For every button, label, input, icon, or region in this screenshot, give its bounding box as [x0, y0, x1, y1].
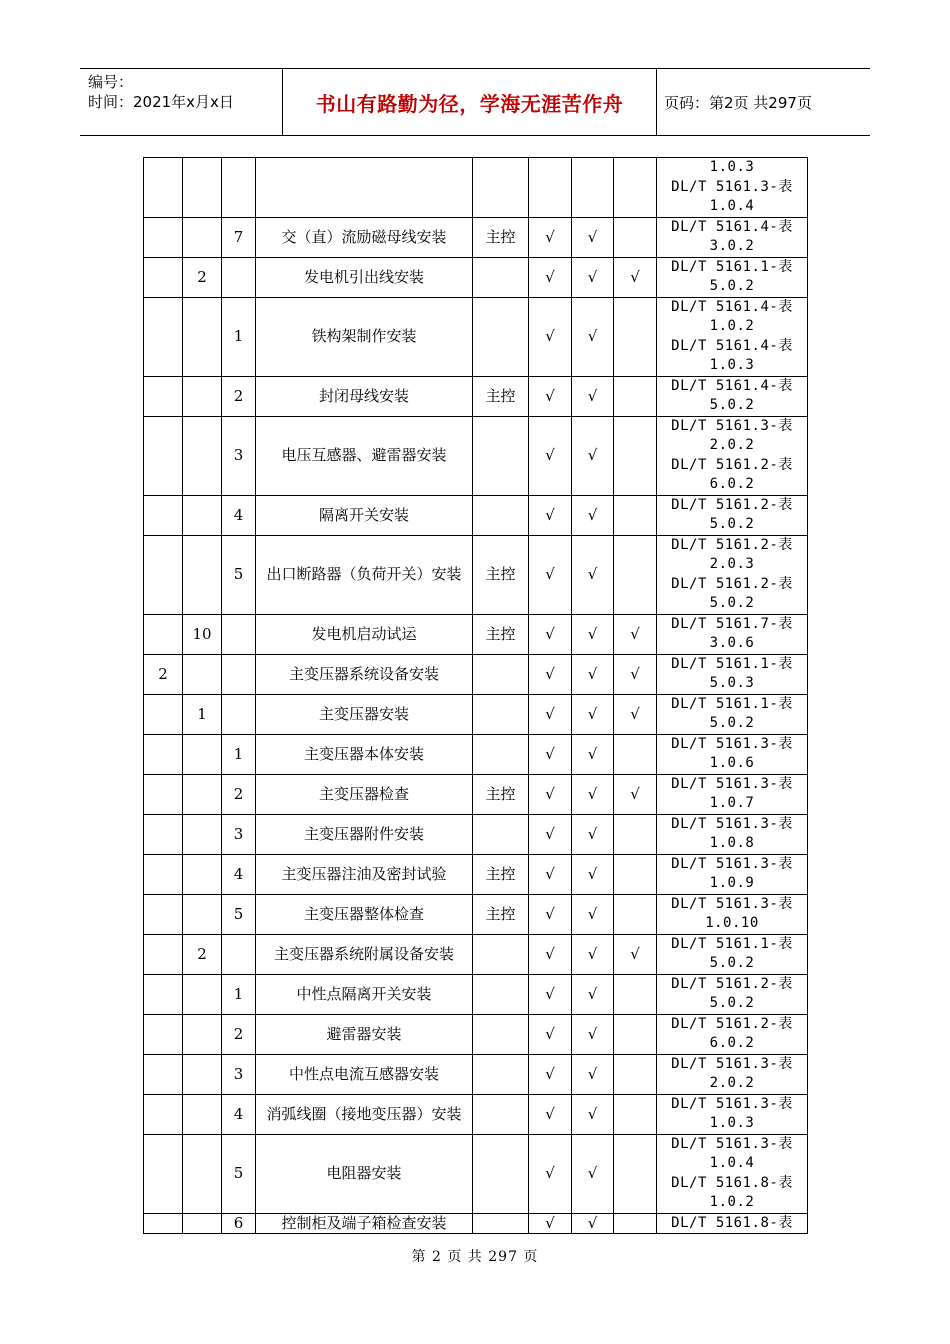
item-name: 隔离开关安装 [256, 495, 473, 535]
control-level [473, 974, 529, 1014]
check-level-2 [572, 158, 614, 218]
control-level [473, 158, 529, 218]
unit-project-number [144, 774, 183, 814]
check-level-2: √ [572, 934, 614, 974]
control-level [473, 1014, 529, 1054]
check-level-3 [614, 535, 657, 614]
sub-item-number: 7 [222, 217, 256, 257]
table-row [144, 734, 808, 774]
check-level-1: √ [529, 416, 572, 495]
check-level-1: √ [529, 654, 572, 694]
check-level-1: √ [529, 614, 572, 654]
control-level [473, 495, 529, 535]
standard-reference-line: DL/T 5161.4-表 [671, 218, 793, 235]
check-level-1: √ [529, 934, 572, 974]
standard-reference-line: DL/T 5161.3-表 [671, 895, 793, 912]
standard-reference-line: 3.0.2 [709, 238, 755, 254]
check-level-2: √ [572, 495, 614, 535]
check-level-1: √ [529, 894, 572, 934]
standard-reference-line: 5.0.2 [709, 995, 755, 1011]
standard-reference-line: 6.0.2 [709, 476, 755, 492]
item-name: 消弧线圈（接地变压器）安装 [256, 1094, 473, 1134]
item-name: 封闭母线安装 [256, 376, 473, 416]
subunit-project-number: 1 [183, 694, 222, 734]
standard-reference [657, 734, 808, 774]
table-row [144, 1134, 808, 1213]
subunit-project-number [183, 297, 222, 376]
standard-reference-line: 1.0.6 [709, 755, 755, 771]
standard-reference [657, 1054, 808, 1094]
control-level: 主控 [473, 376, 529, 416]
unit-project-number [144, 495, 183, 535]
check-level-3 [614, 1213, 657, 1234]
subunit-project-number [183, 1094, 222, 1134]
standard-reference-line: 5.0.2 [709, 516, 755, 532]
check-level-3: √ [614, 614, 657, 654]
sub-item-number: 1 [222, 734, 256, 774]
subunit-project-number [183, 376, 222, 416]
check-level-3 [614, 217, 657, 257]
standard-reference-line: DL/T 5161.3-表 [671, 1055, 793, 1072]
sub-item-number: 3 [222, 814, 256, 854]
check-level-2: √ [572, 694, 614, 734]
standard-reference-line: DL/T 5161.1-表 [671, 655, 793, 672]
item-name: 中性点电流互感器安装 [256, 1054, 473, 1094]
table-row [144, 774, 808, 814]
standard-reference [657, 376, 808, 416]
table-row [144, 495, 808, 535]
sub-item-number: 1 [222, 297, 256, 376]
unit-project-number [144, 894, 183, 934]
item-name: 主变压器注油及密封试验 [256, 854, 473, 894]
check-level-1: √ [529, 734, 572, 774]
check-level-2: √ [572, 894, 614, 934]
item-name: 发电机引出线安装 [256, 257, 473, 297]
control-level [473, 1134, 529, 1213]
check-level-1: √ [529, 535, 572, 614]
standard-reference [657, 1213, 808, 1234]
standard-reference-line: DL/T 5161.3-表 [671, 178, 793, 195]
sub-item-number: 3 [222, 416, 256, 495]
check-level-3 [614, 974, 657, 1014]
standard-reference-line: 1.0.4 [709, 1155, 755, 1171]
unit-project-number [144, 1134, 183, 1213]
check-level-2: √ [572, 217, 614, 257]
item-name: 出口断路器（负荷开关）安装 [256, 535, 473, 614]
control-level [473, 416, 529, 495]
standard-reference-line: 2.0.2 [709, 437, 755, 453]
standard-reference-line: 5.0.2 [709, 397, 755, 413]
check-level-1: √ [529, 774, 572, 814]
check-level-1: √ [529, 974, 572, 1014]
check-level-3 [614, 894, 657, 934]
standard-reference [657, 416, 808, 495]
item-name: 主变压器安装 [256, 694, 473, 734]
check-level-2: √ [572, 416, 614, 495]
standard-reference [657, 158, 808, 218]
sub-item-number: 2 [222, 376, 256, 416]
subunit-project-number [183, 535, 222, 614]
check-level-1: √ [529, 495, 572, 535]
control-level [473, 1213, 529, 1234]
page-footer: 第 2 页 共 297 页 [411, 1249, 539, 1265]
check-level-2: √ [572, 774, 614, 814]
unit-project-number [144, 1094, 183, 1134]
standard-reference-line: DL/T 5161.1-表 [671, 258, 793, 275]
standard-reference-line: 1.0.4 [709, 198, 755, 214]
header-page-info: 页码：第2页 共297页 [664, 93, 812, 112]
sub-item-number: 1 [222, 974, 256, 1014]
sub-item-number: 5 [222, 535, 256, 614]
standard-reference-line: 1.0.10 [705, 915, 759, 931]
check-level-2: √ [572, 654, 614, 694]
control-level [473, 654, 529, 694]
unit-project-number [144, 974, 183, 1014]
control-level: 主控 [473, 217, 529, 257]
standard-reference [657, 654, 808, 694]
standard-reference [657, 974, 808, 1014]
table-row [144, 257, 808, 297]
item-name: 避雷器安装 [256, 1014, 473, 1054]
sub-item-number [222, 654, 256, 694]
unit-project-number [144, 158, 183, 218]
check-level-3 [614, 416, 657, 495]
item-name: 主变压器系统设备安装 [256, 654, 473, 694]
sub-item-number: 4 [222, 495, 256, 535]
check-level-1: √ [529, 297, 572, 376]
check-level-2: √ [572, 974, 614, 1014]
standard-reference-line: 5.0.2 [709, 715, 755, 731]
check-level-1: √ [529, 257, 572, 297]
item-name: 发电机启动试运 [256, 614, 473, 654]
control-level [473, 694, 529, 734]
check-level-2: √ [572, 614, 614, 654]
check-level-2: √ [572, 535, 614, 614]
item-name: 主变压器附件安装 [256, 814, 473, 854]
table-row [144, 854, 808, 894]
standard-reference [657, 694, 808, 734]
header-left-block [88, 72, 234, 112]
control-level: 主控 [473, 614, 529, 654]
subunit-project-number [183, 854, 222, 894]
control-level: 主控 [473, 774, 529, 814]
item-name: 主变压器本体安装 [256, 734, 473, 774]
check-level-2: √ [572, 1014, 614, 1054]
check-level-3: √ [614, 654, 657, 694]
standard-reference-line: 5.0.2 [709, 278, 755, 294]
check-level-1: √ [529, 376, 572, 416]
unit-project-number [144, 1054, 183, 1094]
standard-reference [657, 297, 808, 376]
control-level [473, 257, 529, 297]
document-time-label: 时间：2021年x月x日 [88, 93, 234, 111]
standard-reference-line: DL/T 5161.3-表 [671, 735, 793, 752]
check-level-3: √ [614, 257, 657, 297]
check-level-2: √ [572, 1213, 614, 1234]
subunit-project-number [183, 158, 222, 218]
table-row [144, 1054, 808, 1094]
standard-reference-line: DL/T 5161.1-表 [671, 935, 793, 952]
sub-item-number [222, 694, 256, 734]
table-row [144, 894, 808, 934]
unit-project-number [144, 376, 183, 416]
standard-reference-line: 1.0.3 [709, 357, 755, 373]
table-row [144, 297, 808, 376]
standard-reference [657, 934, 808, 974]
standard-reference-line: DL/T 5161.2-表 [671, 575, 793, 592]
standard-reference-line: DL/T 5161.8-表 [671, 1174, 793, 1191]
check-level-3 [614, 158, 657, 218]
check-level-1: √ [529, 1054, 572, 1094]
subunit-project-number [183, 217, 222, 257]
standard-reference-line: DL/T 5161.4-表 [671, 337, 793, 354]
control-level [473, 734, 529, 774]
table-row [144, 614, 808, 654]
standard-reference [657, 814, 808, 854]
standard-reference-line: 1.0.2 [709, 1194, 755, 1210]
standard-reference-line: 5.0.2 [709, 955, 755, 971]
standard-reference [657, 894, 808, 934]
standard-reference-line: DL/T 5161.8-表 [671, 1214, 793, 1231]
check-level-1: √ [529, 217, 572, 257]
sub-item-number: 3 [222, 1054, 256, 1094]
table-row [144, 1213, 808, 1234]
table-row [144, 535, 808, 614]
standard-reference-line: 1.0.9 [709, 875, 755, 891]
table-row [144, 1014, 808, 1054]
table-row [144, 934, 808, 974]
check-level-1: √ [529, 814, 572, 854]
item-name: 主变压器整体检查 [256, 894, 473, 934]
standard-reference [657, 1134, 808, 1213]
control-level [473, 1054, 529, 1094]
check-level-2: √ [572, 376, 614, 416]
header-motto: 书山有路勤为径，学海无涯苦作舟 [315, 91, 624, 116]
check-level-2: √ [572, 1134, 614, 1213]
check-level-3: √ [614, 694, 657, 734]
standard-reference [657, 614, 808, 654]
item-name: 电压互感器、避雷器安装 [256, 416, 473, 495]
sub-item-number: 5 [222, 1134, 256, 1213]
subunit-project-number [183, 654, 222, 694]
unit-project-number [144, 257, 183, 297]
check-level-1: √ [529, 694, 572, 734]
sub-item-number [222, 934, 256, 974]
standard-reference-line: DL/T 5161.4-表 [671, 298, 793, 315]
check-level-3 [614, 1014, 657, 1054]
unit-project-number [144, 814, 183, 854]
check-level-3 [614, 814, 657, 854]
standard-reference-line: DL/T 5161.1-表 [671, 695, 793, 712]
table-row [144, 694, 808, 734]
control-level [473, 814, 529, 854]
unit-project-number [144, 934, 183, 974]
item-name: 中性点隔离开关安装 [256, 974, 473, 1014]
item-name: 控制柜及端子箱检查安装 [256, 1213, 473, 1234]
control-level: 主控 [473, 894, 529, 934]
standard-reference-line: 1.0.3 [709, 1115, 755, 1131]
check-level-2: √ [572, 854, 614, 894]
standard-reference-line: DL/T 5161.2-表 [671, 536, 793, 553]
check-level-2: √ [572, 1094, 614, 1134]
sub-item-number: 5 [222, 894, 256, 934]
subunit-project-number: 2 [183, 934, 222, 974]
table-row [144, 158, 808, 218]
check-level-1: √ [529, 1213, 572, 1234]
standard-reference [657, 1094, 808, 1134]
standard-reference-line: 2.0.3 [709, 556, 755, 572]
unit-project-number [144, 614, 183, 654]
standard-reference-line: DL/T 5161.2-表 [671, 1015, 793, 1032]
item-name: 主变压器系统附属设备安装 [256, 934, 473, 974]
check-level-3 [614, 1134, 657, 1213]
subunit-project-number [183, 774, 222, 814]
subunit-project-number [183, 1134, 222, 1213]
standard-reference [657, 1014, 808, 1054]
standard-reference-line: 2.0.2 [709, 1075, 755, 1091]
check-level-2: √ [572, 814, 614, 854]
control-level [473, 297, 529, 376]
standard-reference-line: 5.0.3 [709, 675, 755, 691]
control-level: 主控 [473, 535, 529, 614]
check-level-3 [614, 297, 657, 376]
check-level-1: √ [529, 854, 572, 894]
table-row [144, 654, 808, 694]
unit-project-number [144, 217, 183, 257]
unit-project-number [144, 694, 183, 734]
sub-item-number: 6 [222, 1213, 256, 1234]
check-level-3 [614, 734, 657, 774]
unit-project-number [144, 535, 183, 614]
check-level-3: √ [614, 774, 657, 814]
standard-reference-line: DL/T 5161.3-表 [671, 775, 793, 792]
sub-item-number: 2 [222, 1014, 256, 1054]
subunit-project-number [183, 495, 222, 535]
standard-reference-line: DL/T 5161.4-表 [671, 377, 793, 394]
standard-reference-line: 1.0.7 [709, 795, 755, 811]
check-level-1: √ [529, 1094, 572, 1134]
standard-reference-line: DL/T 5161.2-表 [671, 975, 793, 992]
standard-reference-line: 6.0.2 [709, 1035, 755, 1051]
check-level-3 [614, 376, 657, 416]
subunit-project-number [183, 734, 222, 774]
check-level-2: √ [572, 297, 614, 376]
subunit-project-number [183, 814, 222, 854]
table-row [144, 1094, 808, 1134]
check-level-3: √ [614, 934, 657, 974]
standard-reference [657, 854, 808, 894]
inspection-item-table [143, 157, 808, 1234]
standard-reference-line: DL/T 5161.2-表 [671, 456, 793, 473]
table-row [144, 376, 808, 416]
item-name: 电阻器安装 [256, 1134, 473, 1213]
subunit-project-number [183, 1213, 222, 1234]
sub-item-number: 4 [222, 1094, 256, 1134]
header-divider [656, 68, 657, 136]
standard-reference [657, 257, 808, 297]
standard-reference-line: DL/T 5161.2-表 [671, 496, 793, 513]
subunit-project-number: 10 [183, 614, 222, 654]
standard-reference [657, 535, 808, 614]
standard-reference-line: DL/T 5161.3-表 [671, 417, 793, 434]
standard-reference-line: DL/T 5161.3-表 [671, 855, 793, 872]
table-row [144, 416, 808, 495]
standard-reference [657, 495, 808, 535]
check-level-1 [529, 158, 572, 218]
standard-reference-line: DL/T 5161.3-表 [671, 815, 793, 832]
item-name: 交（直）流励磁母线安装 [256, 217, 473, 257]
standard-reference-line: DL/T 5161.7-表 [671, 615, 793, 632]
sub-item-number [222, 614, 256, 654]
sub-item-number [222, 158, 256, 218]
sub-item-number [222, 257, 256, 297]
unit-project-number [144, 297, 183, 376]
subunit-project-number [183, 1054, 222, 1094]
standard-reference-line: DL/T 5161.3-表 [671, 1095, 793, 1112]
unit-project-number: 2 [144, 654, 183, 694]
unit-project-number [144, 734, 183, 774]
subunit-project-number [183, 894, 222, 934]
standard-reference [657, 774, 808, 814]
check-level-1: √ [529, 1014, 572, 1054]
standard-reference-line: 5.0.2 [709, 595, 755, 611]
standard-reference-line: 3.0.6 [709, 635, 755, 651]
check-level-3 [614, 854, 657, 894]
standard-reference-line: 1.0.2 [709, 318, 755, 334]
unit-project-number [144, 416, 183, 495]
subunit-project-number: 2 [183, 257, 222, 297]
standard-reference-line: 1.0.3 [709, 159, 755, 175]
sub-item-number: 4 [222, 854, 256, 894]
table-row [144, 217, 808, 257]
table-row [144, 974, 808, 1014]
item-name: 铁构架制作安装 [256, 297, 473, 376]
unit-project-number [144, 1014, 183, 1054]
check-level-2: √ [572, 257, 614, 297]
standard-reference-line: 1.0.8 [709, 835, 755, 851]
check-level-2: √ [572, 734, 614, 774]
unit-project-number [144, 1213, 183, 1234]
check-level-2: √ [572, 1054, 614, 1094]
standard-reference-line: DL/T 5161.3-表 [671, 1135, 793, 1152]
check-level-3 [614, 1094, 657, 1134]
control-level: 主控 [473, 854, 529, 894]
control-level [473, 934, 529, 974]
sub-item-number: 2 [222, 774, 256, 814]
unit-project-number [144, 854, 183, 894]
check-level-3 [614, 1054, 657, 1094]
check-level-3 [614, 495, 657, 535]
item-name: 主变压器检查 [256, 774, 473, 814]
table-row [144, 814, 808, 854]
document-number-label: 编号： [88, 73, 134, 91]
subunit-project-number [183, 974, 222, 1014]
subunit-project-number [183, 416, 222, 495]
standard-reference [657, 217, 808, 257]
control-level [473, 1094, 529, 1134]
item-name [256, 158, 473, 218]
check-level-1: √ [529, 1134, 572, 1213]
subunit-project-number [183, 1014, 222, 1054]
